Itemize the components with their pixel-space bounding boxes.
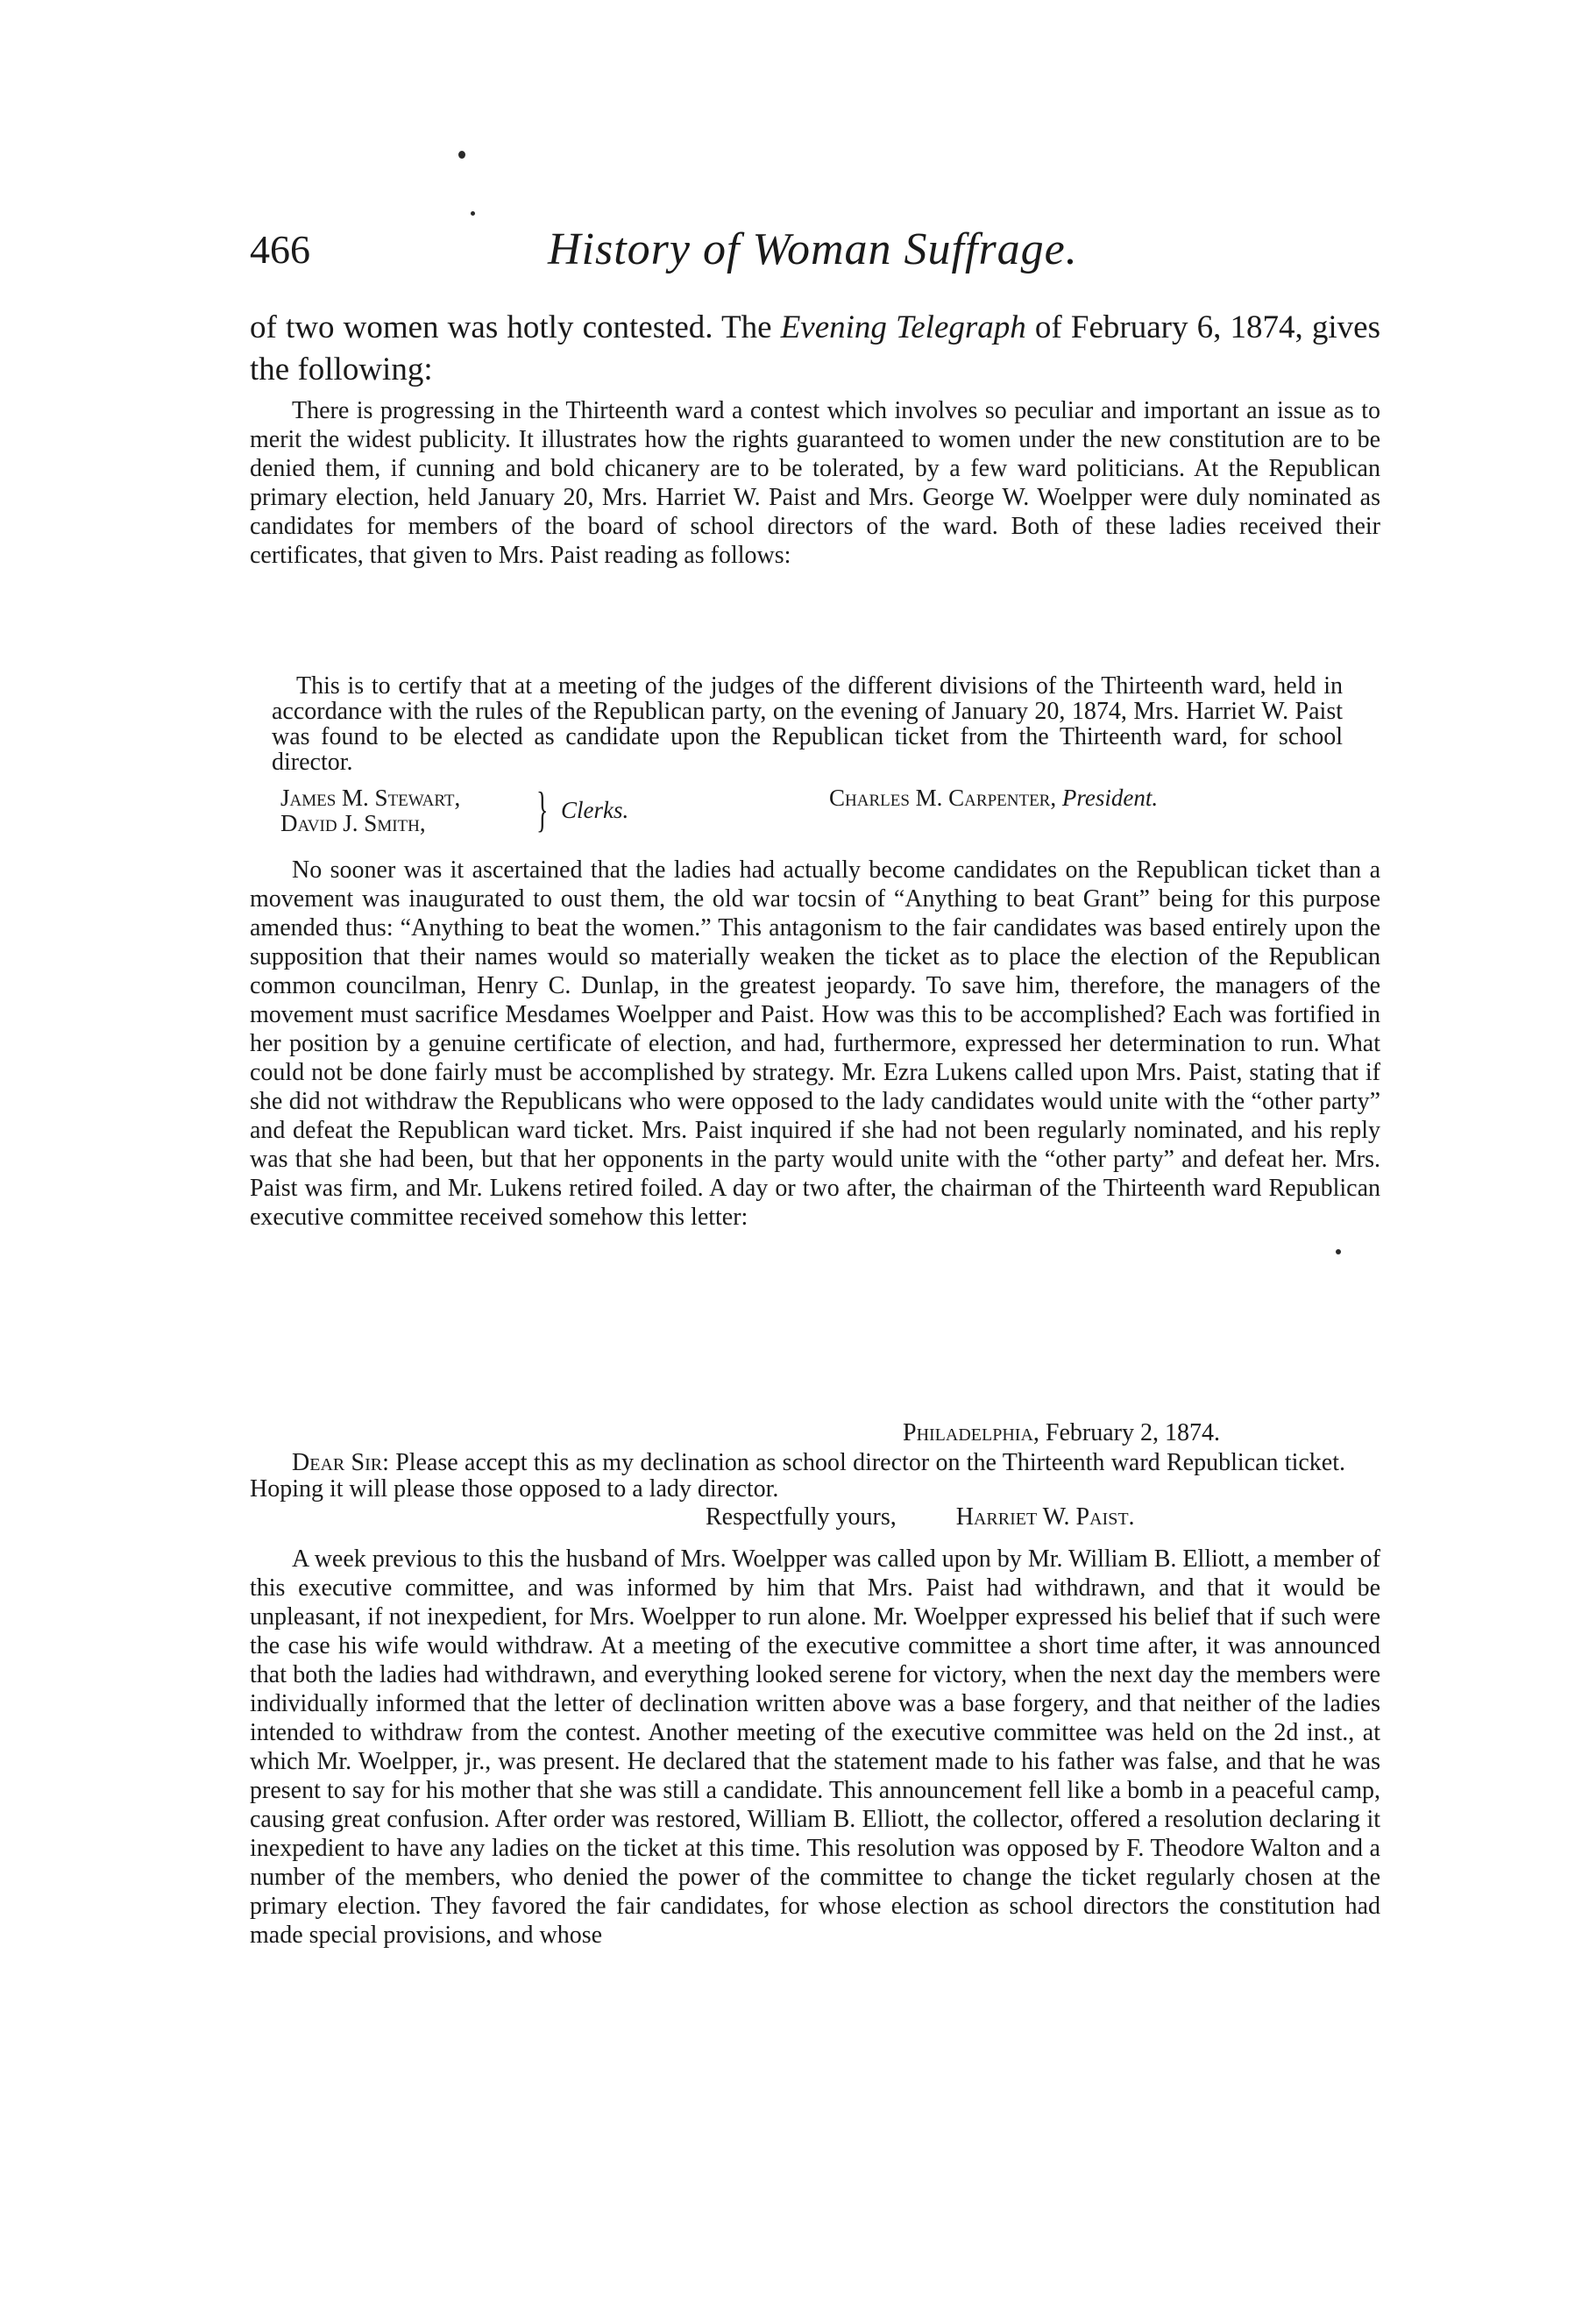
letter-place: Philadelphia, [903,1419,1039,1446]
page-header [250,224,1380,294]
paragraph-text: A week previous to this the husband of Mrs. Woelpper was called upon by Mr. William B. Elliott, a member of this executive committee, and was informed by him that Mrs. Paist had withdrawn, and that it would be unpleasant, if not inexpedient, for Mrs. Woelpper to run alone. Mr. Woelpper expressed his belief that if such were the case his wife would withdraw. At a meeting of the executive committee a short time after, it was announced that both the ladies had withdrawn, and everything looked serene for victory, when the next day the members were individually informed that the letter of declination written above was a base forgery, and that neither of the ladies intended to withdraw from the contest. Another meeting of the executive committee was held on the 2d inst., at which Mr. Woelpper, jr., was present. He declared that the statement made to his father was false, and that he was present to say for his mother that she was still a candidate. This announcement fell like a bomb in a peaceful camp, causing great confusion. After order was restored, William B. Elliott, the collector, offered a resolution declaring it inexpedient to have any ladies on the ticket at this time. This resolution was opposed by F. Theodore Walton and a number of the members, who denied the power of the committee to change the ticket regularly chosen at the primary election. They favored the fair candidates, for whose election as school directors the constitution had made special provisions, and whose [250,1545,1380,1949]
brace-symbol: } [536,783,549,837]
letter-closing [706,1504,1135,1531]
quoted-paragraph-1 [250,396,1380,570]
president-title: President. [1061,785,1159,811]
closing-phrase: Respectfully yours, [706,1503,897,1531]
president-signature [829,785,1158,811]
president-name: Charles M. Carpenter, [829,785,1057,811]
letter-signature: Harriet W. Paist. [955,1503,1135,1531]
letter-body [250,1450,1345,1503]
clerks-label: Clerks. [561,797,629,823]
certificate-text [272,673,1343,775]
page-number: 466 [250,227,310,272]
intro-text-after: of February 6, 1874, gives the following: [250,309,1380,387]
publication-title: Evening Telegraph [780,309,1026,345]
ink-speck [471,211,475,216]
running-title: History of Woman Suffrage. [548,224,1078,274]
ink-speck [458,151,465,159]
clerk-names [280,785,460,836]
quoted-paragraph-3 [250,1545,1380,1950]
paragraph-text: This is to certify that at a meeting of the judges of the different divisions of the Thirteenth ward, held in accordance with the rules of the Republican party, on the evening of January 20, 1874, Mrs. Harriet W. Paist was found to be elected as candidate upon the Republican ticket from the Thirteenth ward, for school director. [272,672,1343,776]
letter-text: Please accept this as my declination as school director on the Thirteenth ward Republican ticket. Hoping it will please those opposed to a lady director. [250,1449,1345,1503]
letter-salutation: Dear Sir: [292,1449,389,1476]
quoted-paragraph-2 [250,856,1380,1232]
clerk-name: James M. Stewart, [280,785,461,811]
letter-dateline [903,1420,1220,1446]
ink-speck [1336,1249,1341,1254]
intro-paragraph [250,307,1380,391]
paragraph-text: No sooner was it ascertained that the ladies had actually become candidates on the Republican ticket than a movement was inaugurated to oust them, the old war tocsin of “Anything to beat Grant” being for this purpose amended thus: “Anything to beat the women.” This antagonism to the fair candidates was based entirely upon the supposition that their names would so materially weaken the ticket as to place the election of the Republican common councilman, Henry C. Dunlap, in the greatest jeopardy. To save him, therefore, the managers of the movement must sacrifice Mesdames Woelpper and Paist. How was this to be accomplished? Each was fortified in her position by a genuine certificate of election, and had, furthermore, expressed her determination to run. What could not be done fairly must be accomplished by strategy. Mr. Ezra Lukens called upon Mrs. Paist, stating that if she did not withdraw the Republicans who were opposed to the lady candidates would unite with the “other party” and defeat the Republican ward ticket. Mrs. Paist inquired if she had not been regularly nominated, and his reply was that she had been, but that her opponents in the party would unite with the “other party” and defeat her. Mrs. Paist was firm, and Mr. Lukens retired foiled. A day or two after, the chairman of the Thirteenth ward Republican executive committee received somehow this letter: [250,856,1380,1231]
certificate-signatures [272,785,1343,842]
paragraph-text: There is progressing in the Thirteenth ward a contest which involves so peculiar and important an issue as to merit the widest publicity. It illustrates how the rights guaranteed to women under the new constitution are to be denied them, if cunning and bold chicanery are to be tolerated, by a few ward politicians. At the Republican primary election, held January 20, Mrs. Harriet W. Paist and Mrs. George W. Woelpper were duly nominated as candidates for members of the board of school directors of the ward. Both of these ladies received their certificates, that given to Mrs. Paist reading as follows: [250,397,1380,569]
letter-date: February 2, 1874. [1045,1419,1220,1446]
clerk-name: David J. Smith, [280,810,426,836]
intro-text-before: of two women was hotly contested. The [250,309,781,345]
